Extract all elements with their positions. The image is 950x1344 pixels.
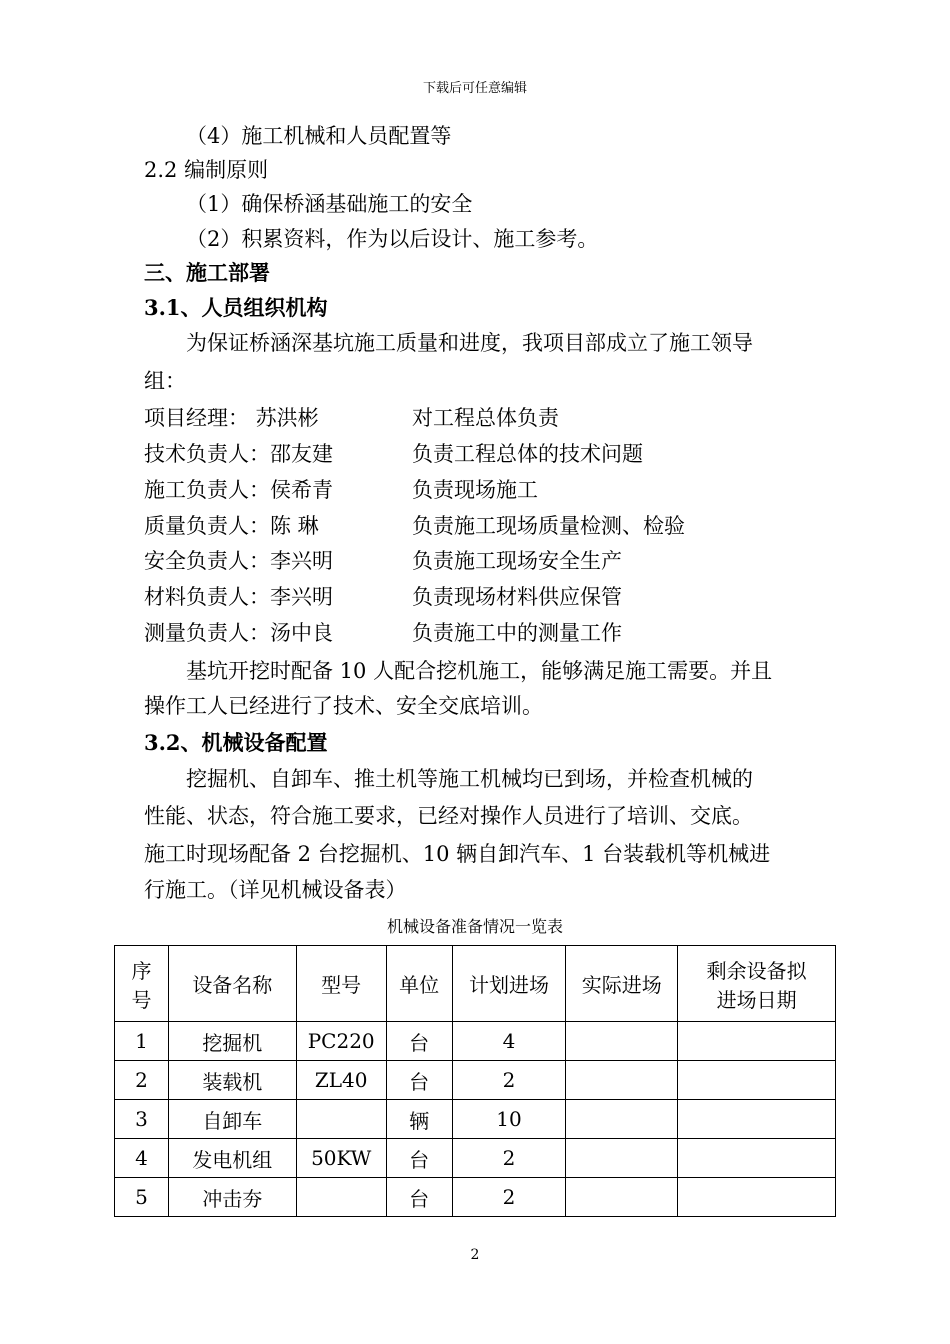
machinery-paragraph-line-2: 性能、状态，符合施工要求，已经对操作人员进行了培训、交底。 — [144, 804, 753, 828]
scope-item-4: （4）施工机械和人员配置等 — [186, 124, 452, 148]
staff-role-name: 项目经理： 苏洪彬 — [144, 406, 319, 430]
cell-plan: 10 — [452, 1100, 566, 1139]
cell-name: 挖掘机 — [168, 1022, 296, 1061]
staff-row — [144, 619, 824, 647]
staff-duty: 负责工程总体的技术问题 — [412, 442, 643, 466]
staff-role-name: 施工负责人：侯希青 — [144, 478, 333, 502]
cell-unit: 台 — [386, 1139, 452, 1178]
staff-duty: 负责施工现场质量检测、检验 — [412, 514, 685, 538]
table-header-row — [115, 946, 836, 1022]
cell-plan: 2 — [452, 1178, 566, 1217]
cell-plan: 2 — [452, 1061, 566, 1100]
cell-actual — [566, 1139, 678, 1178]
header-model: 型号 — [296, 946, 386, 1022]
cell-model — [296, 1100, 386, 1139]
section-2-2-heading: 2.2 编制原则 — [144, 158, 269, 182]
cell-unit: 台 — [386, 1178, 452, 1217]
header-remain-date: 剩余设备拟 进场日期 — [678, 946, 836, 1022]
staff-duty: 负责现场材料供应保管 — [412, 585, 622, 609]
staff-row — [144, 440, 824, 468]
cell-remain — [678, 1178, 836, 1217]
header-actual: 实际进场 — [566, 946, 678, 1022]
cell-seq: 3 — [115, 1100, 169, 1139]
cell-model — [296, 1178, 386, 1217]
table-row — [115, 1061, 836, 1100]
section-3-1-heading: 3.1、人员组织机构 — [144, 295, 328, 320]
table-row — [115, 1139, 836, 1178]
principle-1: （1）确保桥涵基础施工的安全 — [186, 192, 473, 216]
cell-remain — [678, 1022, 836, 1061]
table-row — [115, 1178, 836, 1217]
cell-model: PC220 — [296, 1022, 386, 1061]
staff-duty: 负责现场施工 — [412, 478, 538, 502]
table-caption: 机械设备准备情况一览表 — [386, 917, 563, 936]
staff-role-name: 材料负责人：李兴明 — [144, 585, 333, 609]
cell-actual — [566, 1022, 678, 1061]
organization-intro-line-2: 组： — [144, 369, 186, 393]
excavation-staffing-line-1: 基坑开挖时配备 10 人配合挖机施工，能够满足施工需要。并且 — [186, 659, 773, 683]
cell-model: 50KW — [296, 1139, 386, 1178]
organization-intro-line-1: 为保证桥涵深基坑施工质量和进度，我项目部成立了施工领导 — [186, 331, 753, 355]
staff-row — [144, 512, 824, 540]
page-number: 2 — [470, 1247, 480, 1263]
cell-actual — [566, 1061, 678, 1100]
cell-seq: 1 — [115, 1022, 169, 1061]
cell-actual — [566, 1100, 678, 1139]
staff-duty: 对工程总体负责 — [412, 406, 559, 430]
header-plan: 计划进场 — [452, 946, 566, 1022]
machinery-paragraph-line-1: 挖掘机、自卸车、推土机等施工机械均已到场，并检查机械的 — [186, 767, 753, 791]
staff-duty: 负责施工现场安全生产 — [412, 549, 622, 573]
cell-seq: 5 — [115, 1178, 169, 1217]
staff-role-name: 技术负责人：邵友建 — [144, 442, 333, 466]
page-header-note: 下载后可任意编辑 — [422, 81, 527, 96]
cell-name: 冲击夯 — [168, 1178, 296, 1217]
table-row — [115, 1100, 836, 1139]
principle-2: （2）积累资料，作为以后设计、施工参考。 — [186, 227, 599, 251]
cell-remain — [678, 1139, 836, 1178]
cell-unit: 台 — [386, 1061, 452, 1100]
cell-unit: 台 — [386, 1022, 452, 1061]
cell-seq: 4 — [115, 1139, 169, 1178]
cell-seq: 2 — [115, 1061, 169, 1100]
section-3-heading: 三、施工部署 — [144, 260, 270, 285]
cell-remain — [678, 1061, 836, 1100]
excavation-staffing-line-2: 操作工人已经进行了技术、安全交底培训。 — [144, 694, 543, 718]
cell-actual — [566, 1178, 678, 1217]
equipment-table — [114, 945, 836, 1217]
staff-role-name: 安全负责人：李兴明 — [144, 549, 333, 573]
section-3-2-heading: 3.2、机械设备配置 — [144, 730, 328, 755]
header-name: 设备名称 — [168, 946, 296, 1022]
cell-name: 装载机 — [168, 1061, 296, 1100]
cell-unit: 辆 — [386, 1100, 452, 1139]
cell-name: 自卸车 — [168, 1100, 296, 1139]
staff-role-name: 测量负责人：汤中良 — [144, 621, 333, 645]
header-unit: 单位 — [386, 946, 452, 1022]
staff-duty: 负责施工中的测量工作 — [412, 621, 622, 645]
staff-row — [144, 547, 824, 575]
staff-row — [144, 583, 824, 611]
staff-row — [144, 404, 824, 432]
cell-remain — [678, 1100, 836, 1139]
staff-row — [144, 476, 824, 504]
machinery-paragraph-line-4: 行施工。（详见机械设备表） — [144, 878, 407, 902]
cell-plan: 2 — [452, 1139, 566, 1178]
cell-plan: 4 — [452, 1022, 566, 1061]
header-seq: 序 号 — [115, 946, 169, 1022]
cell-model: ZL40 — [296, 1061, 386, 1100]
machinery-paragraph-line-3: 施工时现场配备 2 台挖掘机、10 辆自卸汽车、1 台装载机等机械进 — [144, 842, 771, 866]
cell-name: 发电机组 — [168, 1139, 296, 1178]
staff-role-name: 质量负责人：陈 琳 — [144, 514, 319, 538]
table-row — [115, 1022, 836, 1061]
